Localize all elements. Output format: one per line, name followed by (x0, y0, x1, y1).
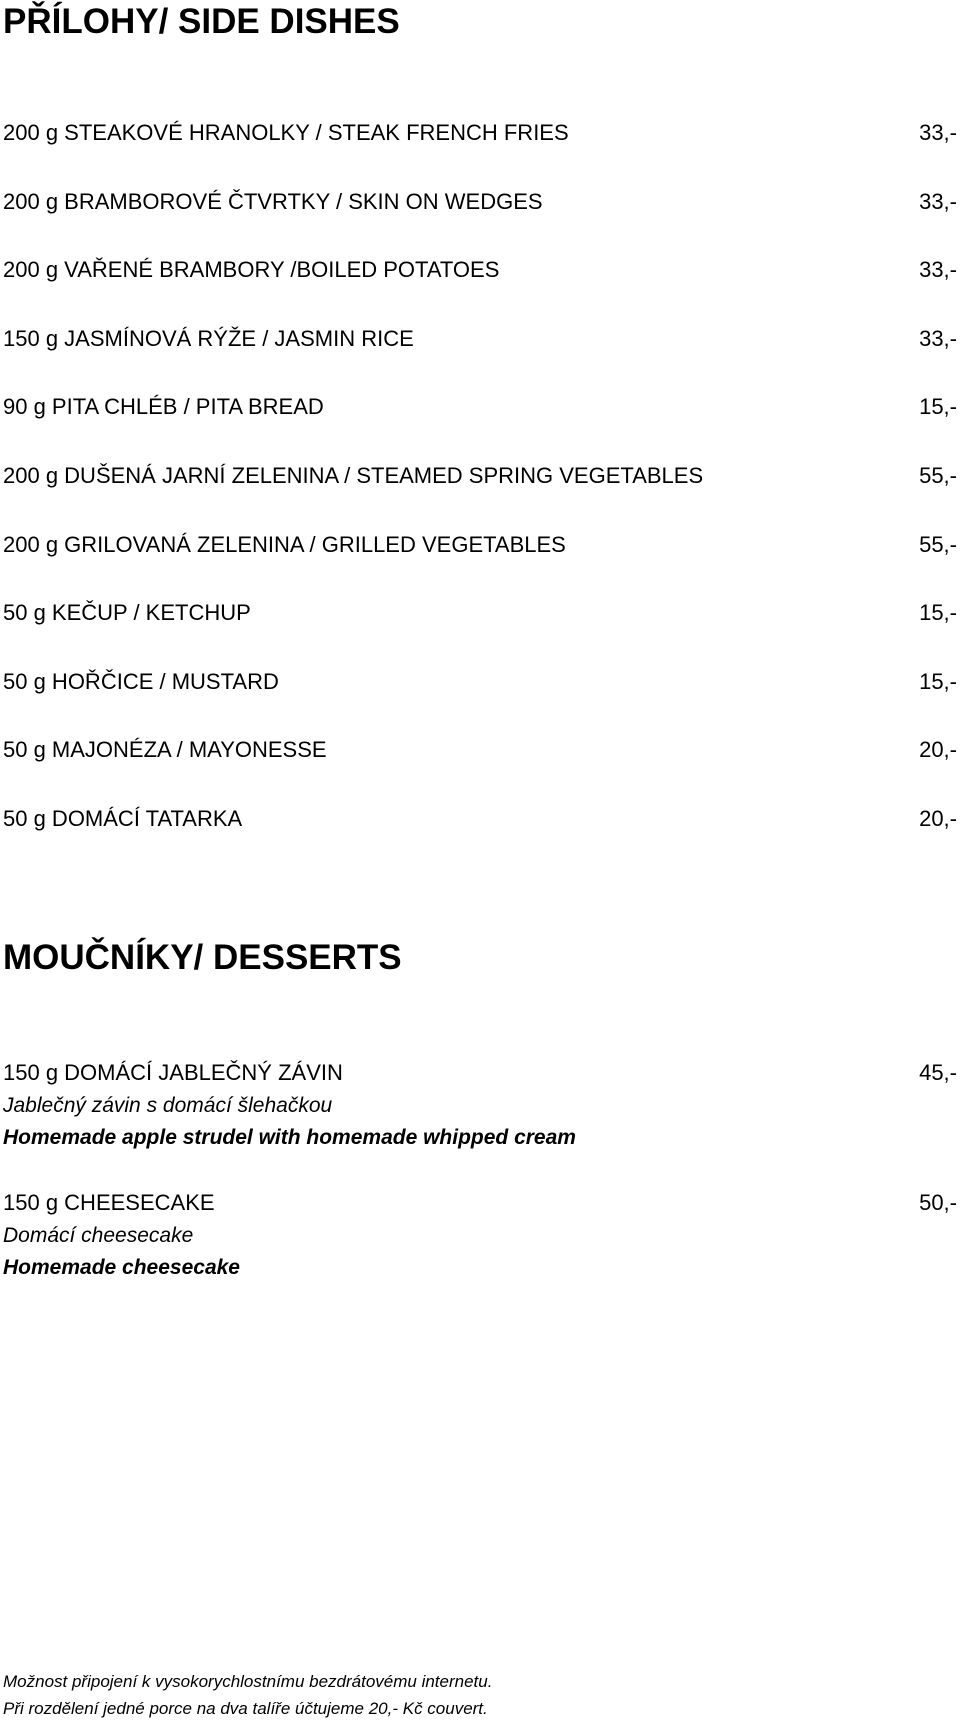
item-name: 200 g BRAMBOROVÉ ČTVRTKY / SKIN ON WEDGES (3, 188, 543, 214)
item-price: 15,- (919, 668, 957, 694)
item-price: 33,- (919, 188, 957, 214)
item-price: 20,- (919, 737, 957, 763)
dessert-item (0, 1058, 960, 1154)
dessert-description-en: Homemade cheesecake (3, 1256, 240, 1279)
item-name: 50 g KEČUP / KETCHUP (3, 600, 251, 626)
item-price: 15,- (919, 600, 957, 626)
menu-item (0, 598, 960, 667)
dessert-price: 45,- (919, 1060, 957, 1085)
item-price: 15,- (919, 394, 957, 420)
item-name: 50 g DOMÁCÍ TATARKA (3, 805, 243, 831)
dessert-description-cz: Domácí cheesecake (3, 1224, 194, 1247)
menu-item (0, 118, 960, 187)
item-name: 200 g GRILOVANÁ ZELENINA / GRILLED VEGETABLES (3, 531, 566, 557)
dessert-item (0, 1188, 960, 1284)
item-name: 200 g VAŘENÉ BRAMBORY /BOILED POTATOES (3, 257, 500, 283)
item-name: 200 g STEAKOVÉ HRANOLKY / STEAK FRENCH FRIES (3, 120, 569, 145)
item-name: 50 g MAJONÉZA / MAYONESSE (3, 737, 327, 763)
side-dishes-list (0, 118, 960, 873)
item-price: 20,- (919, 805, 957, 831)
footer-couvert-note: Při rozdělení jedné porce na dva talíře účtujeme 20,- Kč couvert. (3, 1699, 488, 1718)
dessert-description-en: Homemade apple strudel with homemade whipped cream (3, 1126, 576, 1149)
item-price: 55,- (919, 462, 957, 488)
dessert-name: 150 g CHEESECAKE (3, 1190, 215, 1215)
menu-item (0, 667, 960, 736)
side-dishes-heading: PŘÍLOHY/ SIDE DISHES (3, 2, 400, 41)
dessert-title-row (0, 1188, 960, 1220)
desserts-heading: MOUČNÍKY/ DESSERTS (3, 938, 402, 977)
item-name: 50 g HOŘČICE / MUSTARD (3, 668, 279, 694)
dessert-description-cz: Jablečný závin s domácí šlehačkou (3, 1094, 333, 1117)
menu-item (0, 255, 960, 324)
dessert-name: 150 g DOMÁCÍ JABLEČNÝ ZÁVIN (3, 1060, 343, 1085)
menu-item (0, 735, 960, 804)
item-name: 200 g DUŠENÁ JARNÍ ZELENINA / STEAMED SPRING VEGETABLES (3, 462, 704, 488)
item-price: 33,- (919, 120, 957, 145)
menu-item (0, 392, 960, 461)
item-price: 33,- (919, 257, 957, 283)
dessert-title-row (0, 1058, 960, 1090)
item-name: 90 g PITA CHLÉB / PITA BREAD (3, 394, 324, 420)
menu-item (0, 461, 960, 530)
footer-wifi-note: Možnost připojení k vysokorychlostnímu bezdrátovému internetu. (3, 1672, 493, 1691)
item-price: 55,- (919, 531, 957, 557)
item-price: 33,- (919, 325, 957, 351)
item-name: 150 g JASMÍNOVÁ RÝŽE / JASMIN RICE (3, 325, 414, 351)
menu-item (0, 187, 960, 256)
menu-item (0, 530, 960, 599)
menu-item (0, 804, 960, 873)
dessert-price: 50,- (919, 1190, 957, 1215)
menu-item (0, 324, 960, 393)
footer-notes (3, 1668, 492, 1722)
